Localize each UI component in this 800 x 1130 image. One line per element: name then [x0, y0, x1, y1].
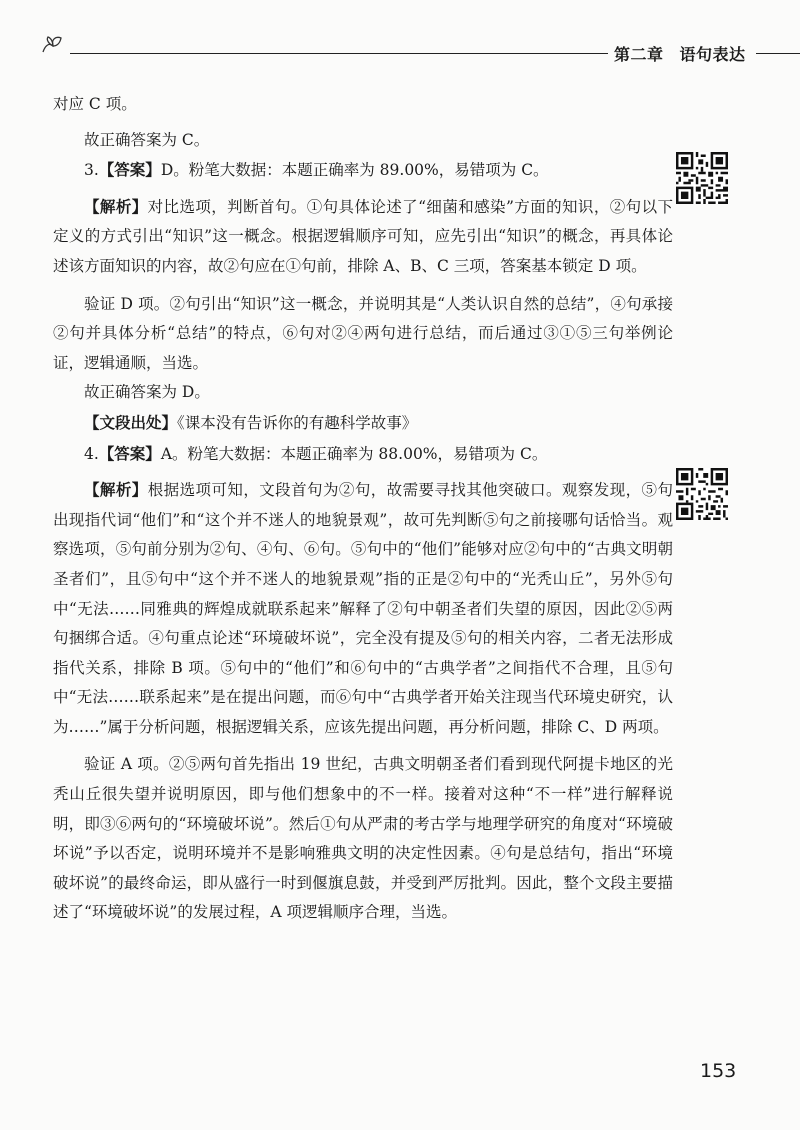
question-number: 3. [84, 161, 99, 180]
question-number: 4. [84, 444, 99, 463]
section-label: 语句表达 [679, 45, 746, 64]
chapter-heading [614, 42, 746, 65]
analysis-label: 【解析】 [84, 480, 148, 500]
paragraph-text: 验证 D 项。②句引出“知识”这一概念，并说明其是“人类认识自然的总结”，④句承接②句并具体分析“总结”的特点，⑥句对②④两句进行总结，而后通过③①⑤三句举例论证，逻辑通顺，当选。 [53, 294, 673, 372]
paragraph-text: 验证 A 项。②⑤两句首先指出 19 世纪，古典文明朝圣者们看到现代阿提卡地区的光秃山丘很失望并说明原因，即与他们想象中的不一样。接着对这种“不一样”进行解释说明，即③⑥两句的“环境破坏说”。然后①句从严肃的考古学与地理学研究的角度对“环境破坏说”予以否定，说明环境并不是影响雅典文明的决定性因素。④句是总结句，指出“环境破坏说”的最终命运，即从盛行一时到偃旗息鼓，并受到严厉批判。因此，整个文段主要描述了“环境破坏说”的发展过程，A 项逻辑顺序合理，当选。 [53, 755, 673, 922]
paragraph-text: 对应 C 项。 [53, 95, 137, 113]
qr-code-graphic [676, 468, 728, 520]
analysis-label: 【解析】 [84, 196, 148, 216]
qr-code-icon[interactable] [676, 152, 728, 204]
source-title: 《课本没有告诉你的有趣科学故事》 [177, 413, 418, 432]
leaf-icon [40, 34, 66, 56]
paragraph-text: 故正确答案为 C。 [84, 130, 210, 149]
paragraph [53, 378, 673, 408]
paragraph [53, 290, 673, 379]
header-rule-right [756, 53, 800, 54]
paragraph-text: 根据选项可知，文段首句为②句，故需要寻找其他突破口。观察发现，⑤句出现指代词“他们”和“这个并不迷人的地貌景观”，故可先判断⑤句之前接哪句话恰当。观察选项，⑤句前分别为②句、④句、⑥句。⑤句中的“他们”能够对应②句中的“古典文明朝圣者们”，且⑤句中“这个并不迷人的地貌景观”指的正是②句中的“光秃山丘”，另外⑤句中“无法……同雅典的辉煌成就联系起来”解释了②句中朝圣者们失望的原因，因此②⑤两句捆绑合适。④句重点论述“环境破坏说”，完全没有提及⑤句的相关内容，二者无法形成指代关系，排除 B 项。⑤句中的“他们”和⑥句中的“古典学者”之间指代不合理，且⑤句中“无法……联系起来”是在提出问题，而⑥句中“古典学者开始关注现当代环境史研究，认为……”属于分析问题，根据逻辑关系，应该先提出问题，再分析问题，排除 C、D 两项。 [53, 481, 673, 736]
answer-3 [53, 155, 673, 186]
paragraph [53, 750, 673, 928]
paragraph-text: 对比选项，判断首句。①句具体论述了“细菌和感染”方面的知识，②句以下定义的方式引出“知识”这一概念。根据逻辑顺序可知，应先引出“知识”的概念，再具体论述该方面知识的内容，故②句应在①句前，排除 A、B、C 三项，答案基本锁定 D 项。 [53, 197, 673, 275]
source-label: 【文段出处】 [84, 412, 178, 432]
qr-code-icon[interactable] [676, 468, 728, 520]
paragraph-text: 故正确答案为 D。 [84, 383, 210, 402]
answer-4 [53, 439, 673, 470]
answer-label: 【答案】 [98, 443, 161, 463]
chapter-label: 第二章 [614, 45, 664, 64]
header-rule-left [70, 53, 608, 54]
paragraph-text: A。粉笔大数据：本题正确率为 88.00%，易错项为 C。 [160, 444, 548, 463]
source-3 [53, 408, 673, 439]
page-header [40, 28, 800, 68]
paragraph [53, 90, 673, 120]
qr-code-graphic [676, 152, 728, 204]
page-number: 153 [700, 1060, 737, 1082]
analysis-3 [53, 192, 673, 282]
analysis-4 [53, 475, 673, 742]
page-body [53, 90, 673, 928]
paragraph-text: D。粉笔大数据：本题正确率为 89.00%，易错项为 C。 [160, 161, 549, 180]
paragraph [53, 126, 673, 156]
answer-label: 【答案】 [98, 160, 161, 180]
